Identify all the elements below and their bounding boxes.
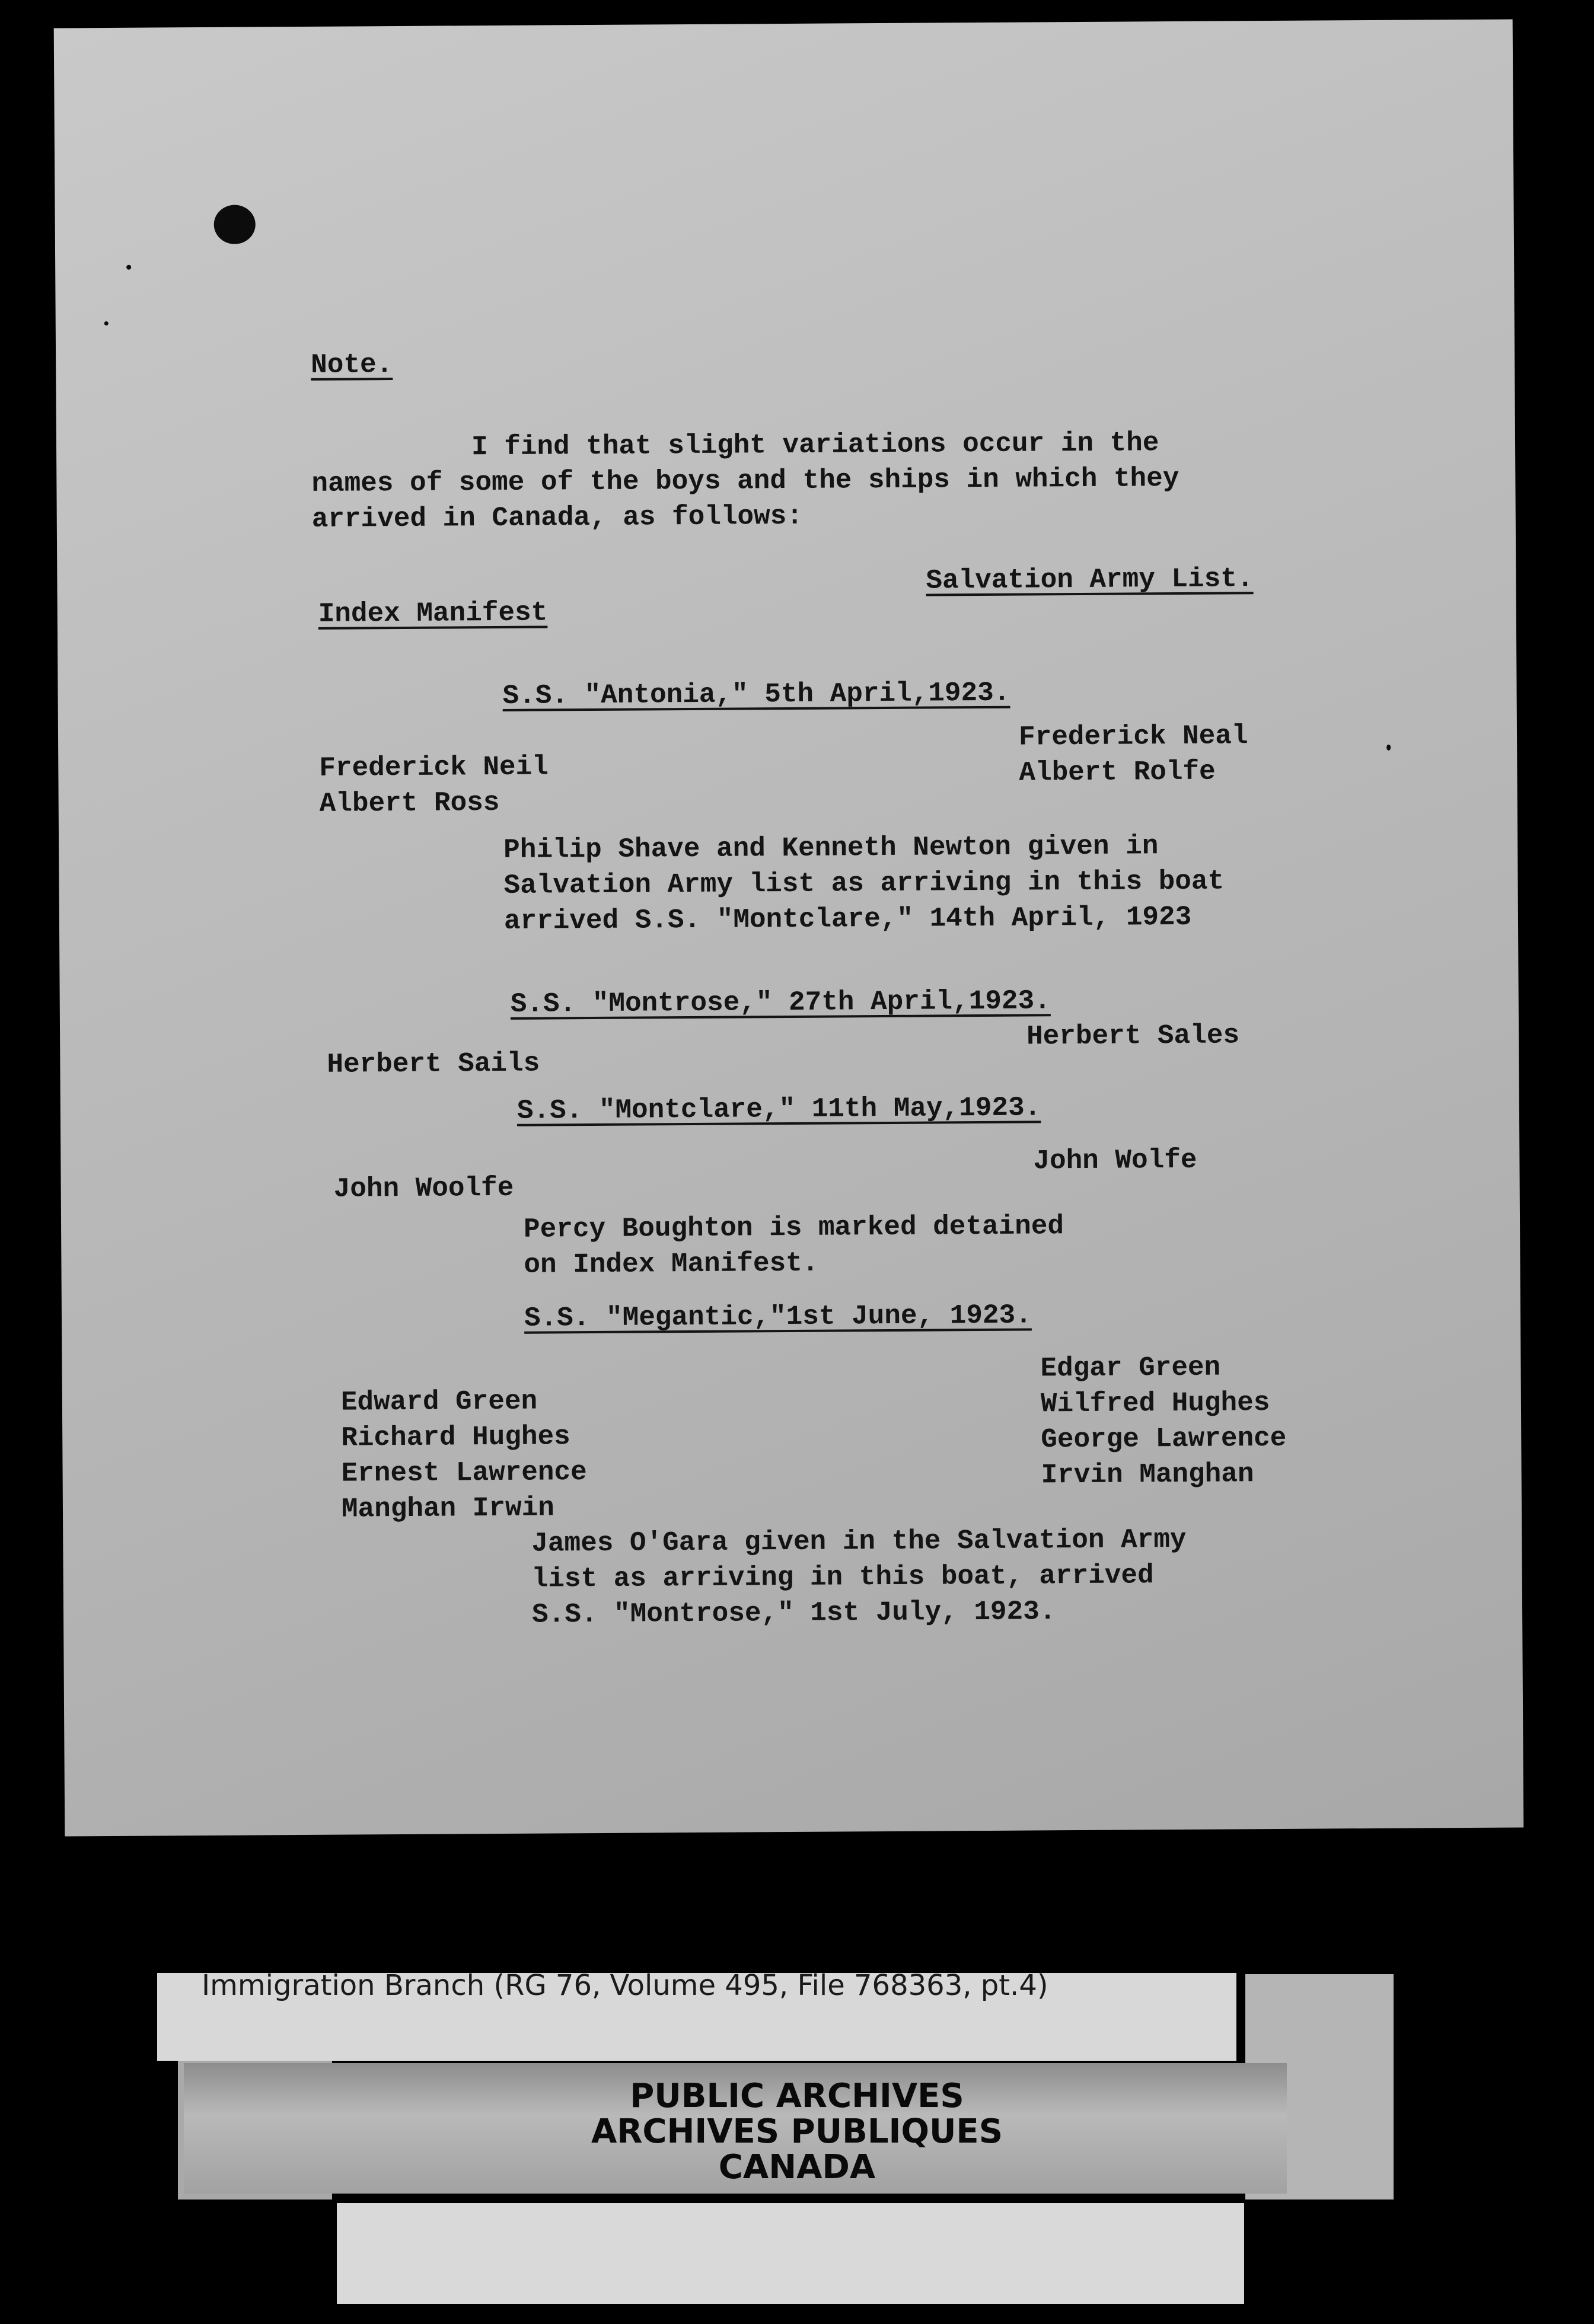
manifest-name: Ernest Lawrence (341, 1457, 587, 1489)
ship-note: S.S. "Montrose," 1st July, 1923. (531, 1596, 1056, 1630)
intro-line: names of some of the boys and the ships in which they (311, 462, 1179, 499)
document-page (54, 20, 1524, 1837)
salvation-name: Irvin Manghan (1041, 1458, 1254, 1491)
manifest-name: Manghan Irwin (341, 1492, 554, 1525)
manifest-name: Frederick Neil (319, 751, 549, 784)
ink-blot (214, 205, 256, 244)
ship-note: list as arriving in this boat, arrived (531, 1560, 1154, 1595)
ship-note: arrived S.S. "Montclare," 14th April, 1923 (503, 901, 1192, 937)
manifest-name: Richard Hughes (341, 1421, 570, 1454)
intro-line: I find that slight variations occur in the (471, 427, 1159, 463)
archive-stamp-line: PUBLIC ARCHIVES (630, 2077, 964, 2115)
manifest-name: Herbert Sails (327, 1048, 540, 1080)
ship-heading: S.S. "Antonia," 5th April,1923. (502, 677, 1010, 711)
manifest-name: John Woolfe (333, 1172, 514, 1205)
column-heading-index-manifest: Index Manifest (318, 597, 548, 630)
ship-heading: S.S. "Megantic,"1st June, 1923. (524, 1300, 1032, 1334)
salvation-name: Herbert Sales (1026, 1020, 1240, 1052)
column-heading-salvation-army-list: Salvation Army List. (926, 563, 1254, 596)
manifest-name: Edward Green (340, 1386, 538, 1418)
salvation-name: Frederick Neal (1018, 720, 1248, 753)
ship-note: Salvation Army list as arriving in this boat (503, 866, 1225, 901)
ship-note: Philip Shave and Kenneth Newton given in (503, 831, 1159, 866)
archive-reference-text: Immigration Branch (RG 76, Volume 495, File 768363, pt.4) (202, 1969, 1048, 2002)
salvation-name: Albert Rolfe (1019, 756, 1216, 788)
ship-note: Percy Boughton is marked detained (523, 1211, 1064, 1245)
ink-speck (126, 265, 131, 270)
archive-label-blank (337, 2203, 1244, 2304)
ship-heading: S.S. "Montrose," 27th April,1923. (510, 985, 1051, 1020)
salvation-name: George Lawrence (1041, 1422, 1287, 1455)
salvation-name: Wilfred Hughes (1040, 1387, 1270, 1420)
ship-note: James O'Gara given in the Salvation Army (531, 1524, 1187, 1559)
archive-stamp-line: ARCHIVES PUBLIQUES (591, 2112, 1003, 2151)
ink-speck (104, 321, 109, 325)
archive-stamp-line: CANADA (718, 2148, 876, 2186)
manifest-name: Albert Ross (319, 787, 500, 819)
salvation-name: John Wolfe (1033, 1144, 1197, 1177)
ink-speck (1386, 745, 1391, 751)
ship-note: on Index Manifest. (524, 1247, 819, 1281)
note-heading: Note. (311, 349, 393, 381)
salvation-name: Edgar Green (1040, 1352, 1221, 1384)
ship-heading: S.S. "Montclare," 11th May,1923. (517, 1092, 1041, 1126)
intro-line: arrived in Canada, as follows: (311, 500, 804, 535)
